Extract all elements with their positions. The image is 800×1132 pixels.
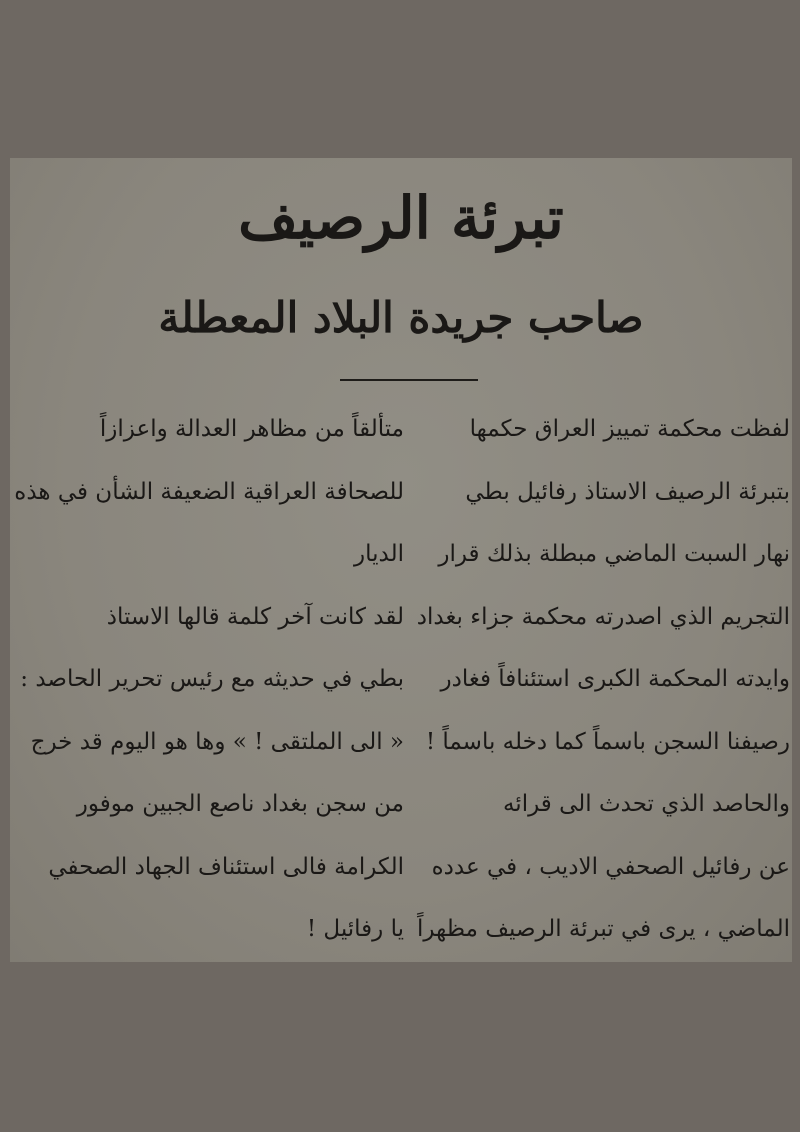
text-line: والحاصد الذي تحدث الى قرائه	[502, 791, 790, 817]
text-line: الماضي ، يرى في تبرئة الرصيف مظهراً	[417, 916, 790, 942]
text-line: لقد كانت آخر كلمة قالها الاستاذ	[106, 603, 404, 630]
text-line: رصيفنا السجن باسماً كما دخله باسماً !	[425, 728, 790, 755]
left-text-column	[14, 398, 404, 961]
text-line: متألقاً من مظاهر العدالة واعزازاً	[99, 416, 404, 442]
article-page	[10, 158, 792, 962]
title-divider	[340, 379, 478, 381]
text-line: يا رفائيل !	[306, 916, 404, 942]
text-line: للصحافة العراقية الضعيفة الشأن في هذه	[14, 478, 404, 505]
text-line: الكرامة فالى استئناف الجهاد الصحفي	[48, 853, 404, 880]
text-line: التجريم الذي اصدرته محكمة جزاء بغداد	[416, 603, 790, 630]
text-line: عن رفائيل الصحفي الاديب ، في عدده	[431, 853, 790, 880]
right-text-column	[406, 398, 790, 961]
text-line: « الى الملتقى ! » وها هو اليوم قد خرج	[30, 728, 404, 755]
text-line: بتبرئة الرصيف الاستاذ رفائيل بطي	[465, 478, 790, 505]
text-line: وايدته المحكمة الكبرى استئنافاً فغادر	[440, 666, 790, 692]
text-line: لفظت محكمة تمييز العراق حكمها	[469, 416, 790, 442]
text-line: الديار	[354, 541, 404, 567]
text-line: نهار السبت الماضي مبطلة بذلك قرار	[438, 541, 790, 567]
text-line: من سجن بغداد ناصع الجبين موفور	[76, 791, 404, 817]
article-subtitle: صاحب جريدة البلاد المعطلة	[158, 293, 644, 342]
text-line: بطي في حديثه مع رئيس تحرير الحاصد :	[20, 666, 404, 692]
article-title: تبرئة الرصيف	[238, 184, 564, 252]
